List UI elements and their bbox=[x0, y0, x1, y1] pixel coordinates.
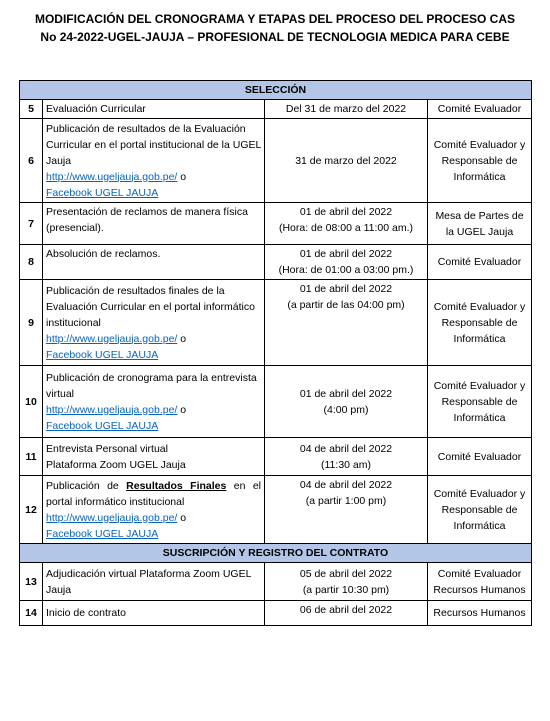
activity-cell: Adjudicación virtual Plataforma Zoom UGEL Jauja bbox=[43, 563, 265, 601]
responsible-cell: Recursos Humanos bbox=[428, 601, 532, 626]
responsible-line: Comité Evaluador bbox=[437, 567, 522, 580]
row-number: 7 bbox=[20, 203, 43, 245]
activity-text: en el portal informático institucional bbox=[46, 479, 262, 508]
title-line-1: MODIFICACIÓN DEL CRONOGRAMA Y ETAPAS DEL PROCESO DEL PROCESO CAS bbox=[34, 12, 516, 26]
responsible-line: Recursos Humanos bbox=[433, 583, 526, 596]
facebook-link[interactable]: Facebook UGEL JAUJA bbox=[46, 419, 159, 432]
table-row bbox=[20, 438, 532, 476]
date-line: 01 de abril del 2022 bbox=[299, 387, 393, 400]
activity-cell bbox=[43, 280, 265, 366]
activity-line: Entrevista Personal virtual bbox=[46, 442, 168, 455]
row-number: 12 bbox=[20, 476, 43, 544]
link-separator: o bbox=[177, 511, 187, 524]
time-line: (a partir 1:00 pm) bbox=[305, 495, 387, 507]
date-cell bbox=[265, 203, 428, 245]
activity-cell: Inicio de contrato bbox=[43, 601, 265, 626]
time-line: (a partir de las 04:00 pm) bbox=[287, 299, 405, 311]
section-header-contrato bbox=[20, 544, 532, 563]
activity-cell bbox=[43, 119, 265, 203]
table-row bbox=[20, 100, 532, 119]
date-cell bbox=[265, 476, 428, 544]
date-line: 05 de abril del 2022 bbox=[299, 567, 393, 580]
facebook-link[interactable]: Facebook UGEL JAUJA bbox=[46, 186, 159, 199]
date-line: 01 de abril del 2022 bbox=[299, 283, 393, 295]
date-line: 01 de abril del 2022 bbox=[299, 248, 393, 260]
time-line: (a partir 10:30 pm) bbox=[302, 583, 390, 596]
time-line: (Hora: de 08:00 a 11:00 am.) bbox=[278, 222, 414, 234]
responsible-cell: Comité Evaluador y Responsable de Informática bbox=[428, 366, 532, 438]
section-header-seleccion bbox=[20, 81, 532, 100]
activity-cell: Evaluación Curricular bbox=[43, 100, 265, 119]
table-row bbox=[20, 119, 532, 203]
date-cell bbox=[265, 438, 428, 476]
date-cell: 31 de marzo del 2022 bbox=[265, 119, 428, 203]
row-number: 9 bbox=[20, 280, 43, 366]
responsible-cell: Comité Evaluador y Responsable de Informática bbox=[428, 476, 532, 544]
activity-line: Plataforma Zoom UGEL Jauja bbox=[46, 458, 186, 471]
link-separator: o bbox=[177, 403, 187, 416]
date-cell bbox=[265, 366, 428, 438]
date-cell: 06 de abril del 2022 bbox=[265, 601, 428, 626]
time-line: (4:00 pm) bbox=[323, 403, 369, 416]
table-row bbox=[20, 280, 532, 366]
activity-cell: Absolución de reclamos. bbox=[43, 245, 265, 280]
responsible-cell: Comité Evaluador y Responsable de Informática bbox=[428, 280, 532, 366]
activity-cell bbox=[43, 438, 265, 476]
responsible-cell: Comité Evaluador bbox=[428, 245, 532, 280]
ugel-website-link[interactable]: http://www.ugeljauja.gob.pe/ bbox=[46, 170, 178, 183]
row-number: 11 bbox=[20, 438, 43, 476]
link-separator: o bbox=[177, 170, 187, 183]
activity-cell bbox=[43, 476, 265, 544]
table-row bbox=[20, 476, 532, 544]
link-separator: o bbox=[177, 332, 187, 345]
date-cell bbox=[265, 280, 428, 366]
facebook-link[interactable]: Facebook UGEL JAUJA bbox=[46, 527, 159, 540]
date-line: 04 de abril del 2022 bbox=[299, 442, 393, 455]
row-number: 5 bbox=[20, 100, 43, 119]
responsible-cell: Comité Evaluador bbox=[428, 438, 532, 476]
row-number: 8 bbox=[20, 245, 43, 280]
date-line: 01 de abril del 2022 bbox=[299, 206, 393, 218]
time-line: (11:30 am) bbox=[321, 458, 371, 471]
section-title: SUSCRIPCIÓN Y REGISTRO DEL CONTRATO bbox=[20, 544, 532, 563]
table-row bbox=[20, 366, 532, 438]
time-line: (Hora: de 01:00 a 03:00 pm.) bbox=[278, 264, 414, 276]
row-number: 13 bbox=[20, 563, 43, 601]
ugel-website-link[interactable]: http://www.ugeljauja.gob.pe/ bbox=[46, 511, 178, 524]
table-row bbox=[20, 203, 532, 245]
schedule-table bbox=[19, 80, 532, 626]
title-line-2: No 24-2022-UGEL-JAUJA – PROFESIONAL DE TECNOLOGIA MEDICA PARA CEBE bbox=[40, 30, 510, 44]
table-row bbox=[20, 245, 532, 280]
date-cell: Del 31 de marzo del 2022 bbox=[265, 100, 428, 119]
activity-paragraph bbox=[46, 478, 261, 510]
document-title bbox=[0, 10, 550, 46]
responsible-cell: Comité Evaluador bbox=[428, 100, 532, 119]
responsible-cell: Comité Evaluador y Responsable de Informática bbox=[428, 119, 532, 203]
activity-cell: Presentación de reclamos de manera física (presencial). bbox=[43, 203, 265, 245]
row-number: 6 bbox=[20, 119, 43, 203]
activity-text: Publicación de bbox=[46, 479, 127, 492]
table-row bbox=[20, 601, 532, 626]
responsible-cell bbox=[428, 563, 532, 601]
ugel-website-link[interactable]: http://www.ugeljauja.gob.pe/ bbox=[46, 403, 178, 416]
row-number: 10 bbox=[20, 366, 43, 438]
ugel-website-link[interactable]: http://www.ugeljauja.gob.pe/ bbox=[46, 332, 178, 345]
table-row bbox=[20, 563, 532, 601]
resultados-finales-emphasis: Resultados Finales bbox=[126, 479, 227, 492]
section-title: SELECCIÓN bbox=[20, 81, 532, 100]
responsible-cell: Mesa de Partes de la UGEL Jauja bbox=[428, 203, 532, 245]
date-line: 04 de abril del 2022 bbox=[299, 479, 393, 491]
row-number: 14 bbox=[20, 601, 43, 626]
facebook-link[interactable]: Facebook UGEL JAUJA bbox=[46, 348, 159, 361]
activity-text: Publicación de resultados de la Evaluación Curricular en el portal institucional de la UGEL Jauja bbox=[46, 122, 261, 167]
date-cell bbox=[265, 563, 428, 601]
date-cell bbox=[265, 245, 428, 280]
activity-text: Publicación de cronograma para la entrevista virtual bbox=[46, 371, 257, 400]
activity-cell bbox=[43, 366, 265, 438]
activity-text: Publicación de resultados finales de la Evaluación Curricular en el portal informático institucional bbox=[46, 284, 255, 329]
